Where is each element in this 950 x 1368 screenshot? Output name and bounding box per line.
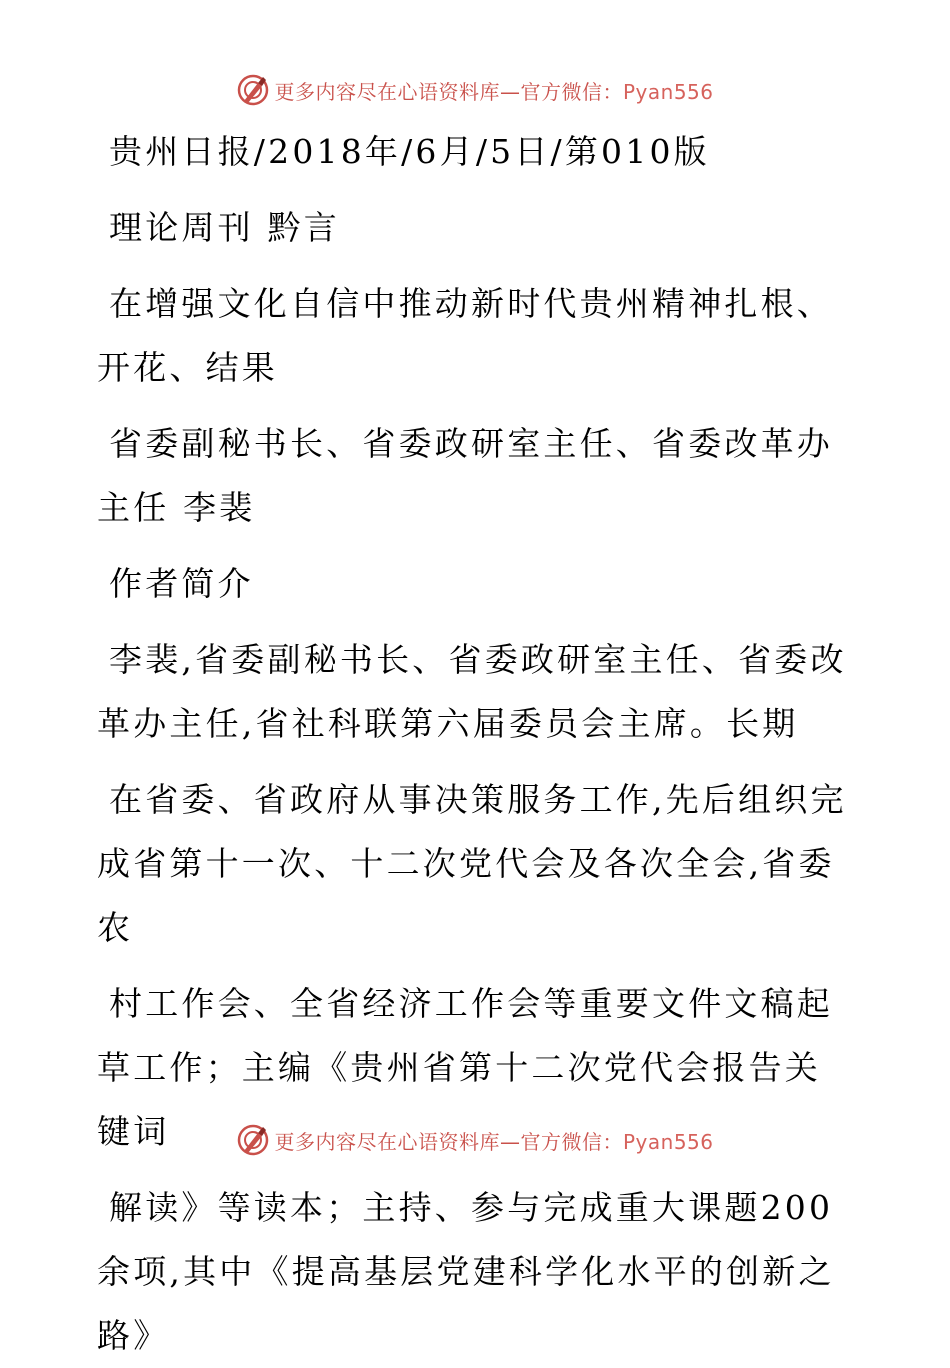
author-bio-heading: 作者简介 xyxy=(109,564,254,603)
source-line: 贵州日报/2018年/6月/5日/第010版 xyxy=(109,132,710,171)
author-bio-paragraph: 在省委、省政府从事决策服务工作,先后组织完成省第十一次、十二次党代会及各次全会,省委农 xyxy=(97,780,847,947)
author-bio-paragraph: 解读》等读本；主持、参与完成重大课题200余项,其中《提高基层党建科学化水平的创新之路》 xyxy=(97,1188,835,1355)
watermark-text: 更多内容尽在心语资料库—官方微信：Pyan556 xyxy=(274,1129,714,1154)
author-bio-paragraph: 村工作会、全省经济工作会等重要文件文稿起草工作；主编《贵州省第十二次党代会报告关键词 xyxy=(97,984,833,1151)
watermark-header xyxy=(0,70,950,110)
wechat-id: Pyan556 xyxy=(622,79,714,104)
document-body xyxy=(97,120,857,1368)
pen-seal-logo-icon xyxy=(236,73,270,107)
column-title: 理论周刊 黔言 xyxy=(109,208,340,247)
article-title: 在增强文化自信中推动新时代贵州精神扎根、开花、结果 xyxy=(97,284,833,387)
watermark-footer xyxy=(0,1120,950,1160)
author-line: 省委副秘书长、省委政研室主任、省委改革办主任 李裴 xyxy=(97,424,833,527)
pen-seal-logo-icon xyxy=(236,1123,270,1157)
watermark-text: 更多内容尽在心语资料库—官方微信：Pyan556 xyxy=(274,79,714,104)
author-bio-paragraph: 李裴,省委副秘书长、省委政研室主任、省委改革办主任,省社科联第六届委员会主席。长期 xyxy=(97,640,847,743)
wechat-id: Pyan556 xyxy=(622,1129,714,1154)
